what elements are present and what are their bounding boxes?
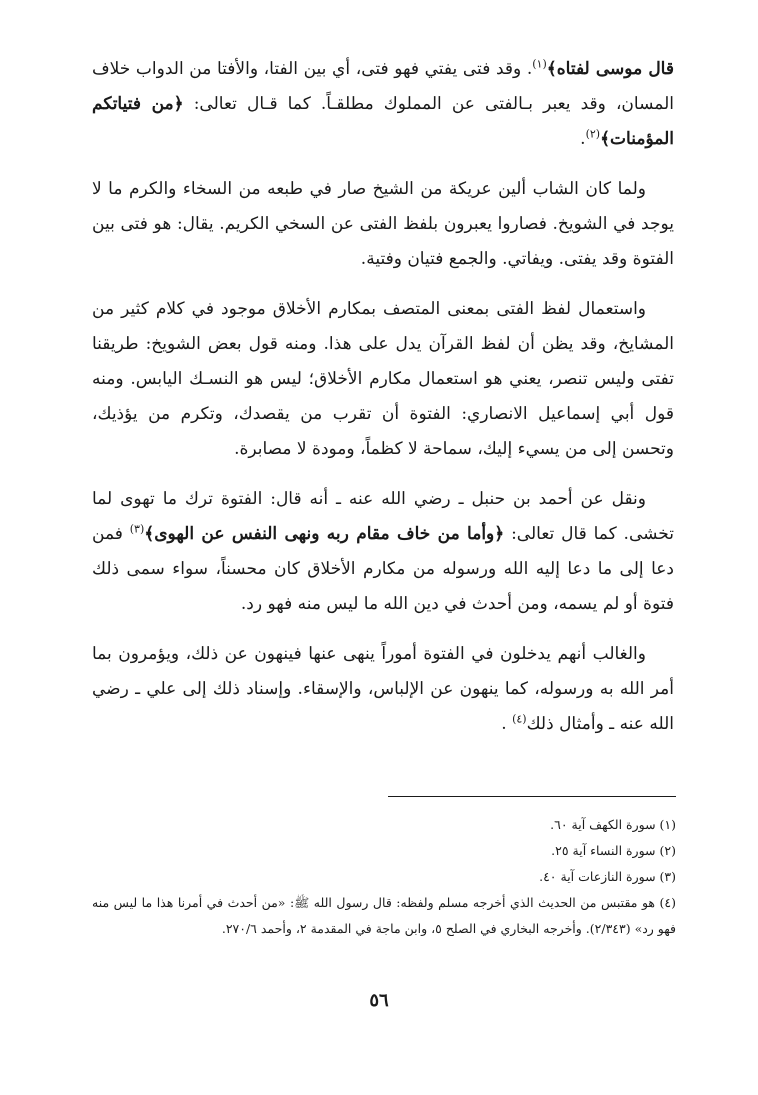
paragraph-text: ونقل عن أحمد بن حنبل ـ رضي الله عنه ـ أنه قال: الفتوة ترك ما تهوى لما تخشى. كما قال تعالى: [92, 489, 674, 544]
footnote-3: (٣) سورة النازعات آية ٤٠. [539, 869, 676, 884]
paragraph-1 [92, 52, 674, 157]
paragraph-text: . [501, 714, 513, 734]
footnote-ref: (٢) [585, 127, 601, 141]
quran-quote: ﴿وأما من خاف مقام ربه ونهى النفس عن الهوى﴾ [144, 524, 505, 544]
footnotes [92, 812, 676, 942]
footnote-ref: (١) [532, 57, 547, 71]
quran-quote: قال موسى لفتاه﴾ [546, 59, 674, 79]
quran-quote: ﴿من فتياتكم المؤمنات﴾ [92, 94, 674, 149]
paragraph-text: . [580, 129, 586, 149]
footnote-1: (١) سورة الكهف آية ٦٠. [550, 817, 676, 832]
paragraph-text: فمن دعا إلى ما دعا إليه الله ورسوله من مكارم الأخلاق كان محسناً، سواء سمى ذلك فتوة أو لم يسمه، ومن أحدث في دين الله ما ليس منه فهو رد. [92, 524, 674, 614]
paragraph-text: . وقد فتى يفتي فهو فتى، أي بين الفتا، والأفتا من الدواب خلاف المسان، وقد يعبر بـالفتى عن المملوك مطلقـاً. كما قـال تعالى: [92, 59, 674, 114]
page-number: ٥٦ [369, 990, 389, 1011]
paragraph-5 [92, 637, 674, 742]
footnote-ref: (٣) [129, 522, 145, 536]
footnote-ref: (٤) [512, 712, 527, 726]
paragraph-2: ولما كان الشاب ألين عريكة من الشيخ صار في طبعه من السخاء والكرم ما لا يوجد في الشويخ. فصاروا يعبرون بلفظ الفتى عن السخي الكريم. يقال: هو فتى بين الفتوة وقد يفتى. ويفاتي. والجمع فتيان وفتية. [92, 179, 674, 269]
paragraph-text: والغالب أنهم يدخلون في الفتوة أموراً ينهى عنها فينهون عن ذلك، ويؤمرون بما أمر الله به ورسوله، كما ينهون عن الإلباس، والإسقاء. وإسناد ذلك إلى علي ـ رضي الله عنه ـ وأمثال ذلك [92, 644, 674, 734]
footnote-divider [388, 796, 676, 797]
paragraph-3: واستعمال لفظ الفتى بمعنى المتصف بمكارم الأخلاق موجود في كلام كثير من المشايخ، وقد يظن أن لفظ القرآن يدل على هذا. ومنه قول بعض الشويخ: طريقنا تفتى وليس تنصر، يعني هو استعمال مكارم الأخلاق؛ ليس هو النسـك اليابس. ومنه قول أبي إسماعيل الانصاري: الفتوة أن تقرب من يقصدك، وتكرم من يؤذيك، وتحسن إلى من يسيء إليك، سماحة لا كظماً، ومودة لا مصابرة. [92, 299, 674, 459]
main-text [92, 52, 674, 757]
footnote-4: (٤) هو مقتبس من الحديث الذي أخرجه مسلم ولفظه: قال رسول الله ﷺ: «من أحدث في أمرنا هذا ما ليس منه فهو رد» (٢/٣٤٣). وأخرجه البخاري في الصلح ٥، وابن ماجة في المقدمة ٢، وأحمد ٢٧٠/٦. [92, 895, 676, 936]
footnote-2: (٢) سورة النساء آية ٢٥. [551, 843, 676, 858]
paragraph-4 [92, 482, 674, 622]
